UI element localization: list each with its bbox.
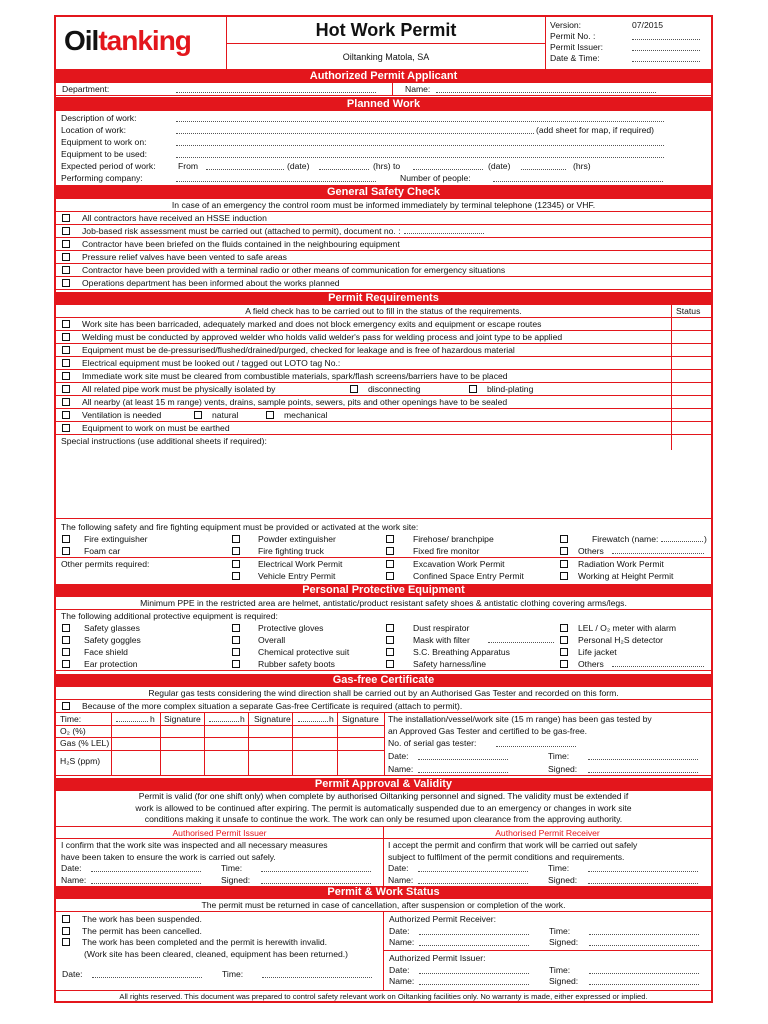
status-issuer-date-field[interactable] <box>419 966 529 974</box>
special-instructions-box[interactable] <box>56 435 711 519</box>
gas-time2-field[interactable] <box>588 752 698 760</box>
req-pipe-row[interactable] <box>56 383 711 396</box>
issuer-name-field[interactable] <box>91 876 201 884</box>
height-permit-label: Working at Height Permit <box>578 571 674 581</box>
issuer-date-field[interactable] <box>91 864 201 872</box>
permit-form <box>54 15 713 1003</box>
general-item-1[interactable] <box>56 225 711 238</box>
checkbox[interactable] <box>560 636 568 644</box>
fire-row-2 <box>56 545 711 558</box>
gas-date-field[interactable] <box>418 752 508 760</box>
general-item-label: Job-based risk assessment must be carried out (attached to permit), document no. : <box>82 226 401 236</box>
h-unit: h <box>150 714 155 724</box>
period-label: Expected period of work: <box>61 161 156 171</box>
gas-right-text-1: The installation/vessel/work site (15 m range) has been gas tested by <box>388 714 652 724</box>
gas-time-label: Time: <box>60 714 82 724</box>
issuer-text-2: have been taken to ensure the work is carried out safely. <box>61 851 276 862</box>
permits-row-2 <box>56 570 711 584</box>
gas-complex-label: Because of the more complex situation a separate Gas-free Certificate is required (attach to permit). <box>82 701 463 711</box>
checkbox[interactable] <box>62 253 70 261</box>
receiver-time-field[interactable] <box>588 864 698 872</box>
ppe-row-2 <box>56 646 711 658</box>
name-label: Name: <box>405 84 431 94</box>
gas-test-table <box>56 713 711 776</box>
logo-part-2: tanking <box>98 25 191 56</box>
to-hrs-field[interactable] <box>521 162 566 170</box>
general-item-label: Pressure relief valves have been vented to safe areas <box>82 252 287 262</box>
issuer-date-label: Date: <box>61 863 82 873</box>
general-safety-heading: General Safety Check <box>56 186 711 199</box>
checkbox[interactable] <box>560 624 568 632</box>
checkbox[interactable] <box>232 636 240 644</box>
receiver-time-label: Time: <box>548 863 570 873</box>
issuer-name-label: Name: <box>61 874 87 885</box>
blind-plating-label: blind-plating <box>487 384 534 394</box>
checkbox[interactable] <box>232 547 240 555</box>
gas-name-label: Name: <box>388 764 414 774</box>
checkbox[interactable] <box>232 624 240 632</box>
issuer-time-field[interactable] <box>261 864 371 872</box>
department-field[interactable] <box>176 85 376 93</box>
document-no-field[interactable] <box>404 226 484 234</box>
ppe-label: Mask with filter <box>413 635 470 645</box>
gas-certified-block <box>388 713 710 775</box>
ppe-label: S.C. Breathing Apparatus <box>413 647 510 657</box>
serial-field[interactable] <box>496 739 576 747</box>
version-label: Version: <box>550 20 582 30</box>
status-receiver-name-label: Name: <box>389 937 415 947</box>
receiver-heading: Authorised Permit Receiver <box>495 828 600 838</box>
ppe-label: Overall <box>258 635 286 645</box>
checkbox[interactable] <box>560 535 568 543</box>
receiver-signed-label: Signed: <box>548 874 578 885</box>
status-issuer-signed-field[interactable] <box>589 977 699 985</box>
status-label: The work has been completed and the permit is herewith invalid. <box>82 937 328 947</box>
checkbox[interactable] <box>62 240 70 248</box>
ppe-label: Protective gloves <box>258 623 324 633</box>
requirements-section <box>56 292 711 519</box>
status-issuer-label: Authorized Permit Issuer: <box>389 953 486 963</box>
checkbox[interactable] <box>560 572 568 580</box>
ppe-row-1 <box>56 634 711 646</box>
ppe-section <box>56 584 711 671</box>
status-receiver-time-label: Time: <box>549 925 571 936</box>
general-item-5[interactable] <box>56 277 711 290</box>
electrical-permit-label: Electrical Work Permit <box>258 559 343 569</box>
disconnecting-label: disconnecting <box>368 384 421 394</box>
checkbox[interactable] <box>62 915 70 923</box>
checkbox[interactable] <box>62 279 70 287</box>
people-label: Number of people: <box>400 173 471 183</box>
general-item-3[interactable] <box>56 251 711 264</box>
receiver-block <box>388 840 708 886</box>
checkbox[interactable] <box>386 624 394 632</box>
checkbox[interactable] <box>386 660 394 668</box>
checkbox[interactable] <box>62 927 70 935</box>
checkbox[interactable] <box>386 547 394 555</box>
ppe-label: Ear protection <box>84 659 138 669</box>
ppe-heading: Personal Protective Equipment <box>56 584 711 597</box>
approval-heading: Permit Approval & Validity <box>56 778 711 791</box>
page-subtitle: Oiltanking Matola, SA <box>342 52 430 62</box>
receiver-date-field[interactable] <box>418 864 528 872</box>
mechanical-checkbox[interactable] <box>266 411 274 419</box>
gas-date-label: Date: <box>388 751 409 761</box>
checkbox[interactable] <box>62 547 70 555</box>
status-receiver-date-label: Date: <box>389 925 410 936</box>
permit-issuer-label: Permit Issuer: <box>550 42 604 52</box>
department-label: Department: <box>62 84 110 94</box>
status-issuer-block <box>389 953 707 988</box>
general-item-label: All contractors have received an HSSE induction <box>82 213 267 223</box>
gas-signed-label: Signed: <box>548 764 578 774</box>
version-value: 07/2015 <box>632 20 664 30</box>
mechanical-label: mechanical <box>284 410 328 420</box>
req-item-label: Work site has been barricaded, adequately marked and does not block emergency exits and equipment or escape routes <box>82 319 542 329</box>
gas-time-2[interactable] <box>209 714 239 722</box>
radiation-permit-label: Radiation Work Permit <box>578 559 664 569</box>
gas-heading: Gas-free Certificate <box>56 674 711 687</box>
permit-meta <box>550 20 710 64</box>
serial-label: No. of serial gas tester: <box>388 738 477 748</box>
checkbox[interactable] <box>560 547 568 555</box>
ppe-label: Life jacket <box>578 647 617 657</box>
status-date-field[interactable] <box>92 970 202 978</box>
planned-work-heading: Planned Work <box>56 97 711 111</box>
vents-label: All nearby (at least 15 m range) vents, drains, sample points, sewers, pits and other openings have to be sealed <box>82 397 508 407</box>
gas-name-field[interactable] <box>418 765 508 773</box>
checkbox[interactable] <box>560 648 568 656</box>
checkbox[interactable] <box>62 424 70 432</box>
receiver-signed-field[interactable] <box>588 876 698 884</box>
h-unit: h <box>240 714 245 724</box>
ppe-label: Personal H₂S detector <box>578 635 664 645</box>
from-label: From <box>178 161 199 171</box>
checkbox[interactable] <box>62 227 70 235</box>
permit-no-field[interactable] <box>632 32 700 40</box>
issuer-signed-field[interactable] <box>261 876 371 884</box>
status-receiver-time-field[interactable] <box>589 927 699 935</box>
special-instructions-label: Special instructions (use additional sheets if required): <box>61 436 267 446</box>
natural-label: natural <box>212 410 239 420</box>
earthed-label: Equipment to work on must be earthed <box>82 423 230 433</box>
approval-section <box>56 778 711 887</box>
status-cancelled[interactable] <box>62 926 380 938</box>
date-time-field[interactable] <box>632 54 700 62</box>
to-date-field[interactable] <box>413 162 483 170</box>
ppe-row-3 <box>56 658 711 671</box>
firewatch-name-field[interactable] <box>661 534 703 542</box>
status-issuer-time-field[interactable] <box>589 966 699 974</box>
ppe-label: LEL / O₂ meter with alarm <box>578 623 677 633</box>
fire-others-label: Others <box>578 546 604 556</box>
location-field[interactable] <box>176 126 534 134</box>
firewatch-close: ) <box>704 534 707 544</box>
people-field[interactable] <box>493 174 663 182</box>
gas-signed-field[interactable] <box>588 765 698 773</box>
req-item-1[interactable] <box>56 331 711 344</box>
gas-right-text-2: an Approved Gas Tester and certified to be gas-free. <box>388 726 588 736</box>
checkbox[interactable] <box>560 560 568 568</box>
approval-notice <box>56 791 711 827</box>
from-date-label: (date) <box>287 161 310 171</box>
fire-others-field[interactable] <box>612 546 704 554</box>
ppe-label: Others <box>578 659 604 669</box>
req-item-2[interactable] <box>56 344 711 357</box>
status-label: The permit has been cancelled. <box>82 925 202 936</box>
name-field[interactable] <box>436 85 656 93</box>
status-issuer-name-field[interactable] <box>419 977 529 985</box>
status-issuer-date-label: Date: <box>389 964 410 975</box>
ppe-label: Safety harness/line <box>413 659 487 669</box>
req-earthed-row[interactable] <box>56 422 711 435</box>
signature-label: Signature <box>254 714 291 724</box>
checkbox[interactable] <box>62 636 70 644</box>
ppe-others-field[interactable] <box>612 659 704 667</box>
status-issuer-time-label: Time: <box>549 964 571 975</box>
req-item-label: Equipment must be de-pressurised/flushed/drained/purged, checked for leakage and is free of hazardous material <box>82 345 515 355</box>
applicant-row <box>56 83 711 96</box>
checkbox[interactable] <box>386 636 394 644</box>
checkbox[interactable] <box>232 535 240 543</box>
fire-row-1 <box>56 533 711 545</box>
req-ventilation-row[interactable] <box>56 409 711 422</box>
ppe-label: Safety glasses <box>84 623 140 633</box>
firehose-label: Firehose/ branchpipe <box>413 534 494 544</box>
status-cleared-note: (Work site has been cleared, cleaned, equipment has been returned.) <box>84 948 349 959</box>
fire-truck-label: Fire fighting truck <box>258 546 324 556</box>
planned-work-section <box>56 97 711 186</box>
req-item-label: Electrical equipment must be looked out / tagged out LOTO tag No.: <box>82 358 341 368</box>
signature-label: Signature <box>342 714 379 724</box>
firewatch-label: Firewatch (name: <box>592 534 659 544</box>
status-body <box>56 912 711 991</box>
ppe-label: Face shield <box>84 647 128 657</box>
gas-free-section <box>56 674 711 776</box>
checkbox[interactable] <box>62 648 70 656</box>
checkbox[interactable] <box>62 702 70 710</box>
excavation-permit-label: Excavation Work Permit <box>413 559 505 569</box>
h-unit: h <box>329 714 334 724</box>
approval-notice-3: conditions making it unsafe to continue the work. The work can only be resumed upon clearance from the approving authority. <box>144 814 623 824</box>
ppe-intro: The following additional protective equipment is required: <box>61 611 278 621</box>
logo-part-1: Oil <box>64 25 99 56</box>
status-receiver-signed-label: Signed: <box>549 937 579 947</box>
permit-issuer-field[interactable] <box>632 43 700 51</box>
checkbox[interactable] <box>62 359 70 367</box>
status-receiver-block <box>389 914 707 949</box>
req-item-4[interactable] <box>56 370 711 383</box>
checkbox[interactable] <box>62 535 70 543</box>
status-time-field[interactable] <box>262 970 372 978</box>
checkbox[interactable] <box>232 572 240 580</box>
confined-permit-label: Confined Space Entry Permit <box>413 571 524 581</box>
equipment-on-label: Equipment to work on: <box>61 137 147 147</box>
planned-work-fields <box>56 111 711 186</box>
equipment-on-field[interactable] <box>176 138 664 146</box>
date-time-label: Date & Time: <box>550 53 600 63</box>
req-item-3[interactable] <box>56 357 711 370</box>
disconnecting-checkbox[interactable] <box>350 385 358 393</box>
general-safety-notice: In case of an emergency the control room must be informed immediately by terminal telephone (12345) or VHF. <box>56 199 711 212</box>
general-safety-section <box>56 186 711 290</box>
status-date-label: Date: <box>62 969 83 979</box>
status-receiver-name-field[interactable] <box>419 938 529 946</box>
general-item-4[interactable] <box>56 264 711 277</box>
checkbox[interactable] <box>62 624 70 632</box>
h2s-label: H₂S (ppm) <box>60 756 101 766</box>
status-label: The work has been suspended. <box>82 914 202 924</box>
checkbox[interactable] <box>62 398 70 406</box>
gas-complex-row[interactable] <box>56 700 711 713</box>
checkbox[interactable] <box>62 938 70 946</box>
req-vents-row[interactable] <box>56 396 711 409</box>
general-item-2[interactable] <box>56 238 711 251</box>
status-time-label: Time: <box>222 969 244 979</box>
o2-label: O₂ (%) <box>60 726 86 736</box>
from-date-field[interactable] <box>206 162 284 170</box>
ppe-label: Rubber safety boots <box>258 659 335 669</box>
status-suspended[interactable] <box>62 914 380 926</box>
form-header <box>56 17 711 70</box>
approval-signatures <box>56 839 711 887</box>
checkbox[interactable] <box>62 320 70 328</box>
vehicle-permit-label: Vehicle Entry Permit <box>258 571 336 581</box>
status-section <box>56 886 711 991</box>
fire-intro: The following safety and fire fighting equipment must be provided or activated at the work site: <box>61 522 419 532</box>
natural-checkbox[interactable] <box>194 411 202 419</box>
fire-extinguisher-label: Fire extinguisher <box>84 534 148 544</box>
checkbox[interactable] <box>62 266 70 274</box>
checkbox[interactable] <box>560 660 568 668</box>
lel-label: Gas (% LEL) <box>60 738 110 748</box>
fire-monitor-label: Fixed fire monitor <box>413 546 480 556</box>
receiver-text-1: I accept the permit and confirm that work will be carried out safely <box>388 840 638 850</box>
approval-notice-1: Permit is valid (for one shift only) when complete by authorised Oiltanking personnel and signed. The validity must be extended if <box>138 791 629 801</box>
hrs-to-label: (hrs) to <box>373 161 401 171</box>
receiver-date-label: Date: <box>388 863 409 873</box>
status-notice: The permit must be returned in case of cancellation, after suspension or completion of the work. <box>56 899 711 912</box>
footer-disclaimer: All rights reserved. This document was prepared to control safety relevant work on Oiltanking facilities only. No warranty is made, either expressed or implied. <box>119 992 648 1001</box>
gas-time-3[interactable] <box>298 714 328 722</box>
checkbox[interactable] <box>62 385 70 393</box>
checkbox[interactable] <box>232 660 240 668</box>
pipe-label: All related pipe work must be physically isolated by <box>82 384 276 394</box>
status-header: Status <box>676 306 701 316</box>
general-item-label: Contractor have been provided with a terminal radio or other means of communication for emergency situations <box>82 265 506 275</box>
requirements-notice: A field check has to be carried out to fill in the status of the requirements. <box>245 306 522 316</box>
checkbox[interactable] <box>232 560 240 568</box>
applicant-section <box>56 70 711 96</box>
status-options <box>62 914 380 981</box>
checkbox[interactable] <box>386 560 394 568</box>
from-hrs-field[interactable] <box>319 162 369 170</box>
checkbox[interactable] <box>62 214 70 222</box>
permit-no-label: Permit No. : <box>550 31 596 41</box>
checkbox[interactable] <box>62 411 70 419</box>
status-receiver-date-field[interactable] <box>419 927 529 935</box>
checkbox[interactable] <box>62 372 70 380</box>
checkbox[interactable] <box>62 346 70 354</box>
requirements-notice-row <box>56 305 711 318</box>
blind-plating-checkbox[interactable] <box>469 385 477 393</box>
req-item-label: Welding must be conducted by approved welder who holds valid welder's pass for welding process and joint type to be applied <box>82 332 563 342</box>
issuer-signed-label: Signed: <box>221 874 251 885</box>
signature-label: Signature <box>164 714 201 724</box>
company-label: Performing company: <box>61 173 143 183</box>
permits-row-1 <box>56 558 711 570</box>
status-completed[interactable] <box>62 937 380 949</box>
foam-car-label: Foam car <box>84 546 121 556</box>
checkbox[interactable] <box>62 333 70 341</box>
general-item-0[interactable] <box>56 212 711 225</box>
status-issuer-signed-label: Signed: <box>549 976 579 986</box>
status-heading: Permit & Work Status <box>56 886 711 899</box>
receiver-name-label: Name: <box>388 874 414 885</box>
gas-time-1[interactable] <box>116 714 148 722</box>
approval-sub-headings <box>56 827 711 839</box>
company-logo <box>64 25 191 57</box>
receiver-name-field[interactable] <box>418 876 528 884</box>
ppe-label: Chemical protective suit <box>258 647 350 657</box>
powder-extinguisher-label: Powder extinguisher <box>258 534 336 544</box>
checkbox[interactable] <box>232 648 240 656</box>
gas-notice: Regular gas tests considering the wind direction shall be carried out by an Authorised Gas Tester and recorded on this form. <box>56 687 711 700</box>
equipment-used-label: Equipment to be used: <box>61 149 147 159</box>
ppe-row-0 <box>56 622 711 634</box>
applicant-heading: Authorized Permit Applicant <box>56 70 711 83</box>
status-issuer-name-label: Name: <box>389 976 415 986</box>
issuer-text-1: I confirm that the work site was inspected and all necessary measures <box>61 840 328 850</box>
requirements-heading: Permit Requirements <box>56 292 711 305</box>
issuer-heading: Authorised Permit Issuer <box>172 828 267 838</box>
status-receiver-signed-field[interactable] <box>589 938 699 946</box>
equipment-used-field[interactable] <box>176 150 664 158</box>
ppe-label: Dust respirator <box>413 623 470 633</box>
status-receiver-label: Authorized Permit Receiver: <box>389 914 496 924</box>
req-item-label: Immediate work site must be cleared from combustible materials, spark/flash screens/barriers have to be placed <box>82 371 508 381</box>
checkbox[interactable] <box>386 535 394 543</box>
company-field[interactable] <box>176 174 376 182</box>
general-item-label: Contractor have been briefed on the fluids contained in the neighbouring equipment <box>82 239 400 249</box>
location-label: Location of work: <box>61 125 126 135</box>
checkbox[interactable] <box>386 648 394 656</box>
req-item-0[interactable] <box>56 318 711 331</box>
filter-field[interactable] <box>488 635 554 643</box>
general-item-label: Operations department has been informed about the works planned <box>82 278 340 288</box>
ppe-label: Safety goggles <box>84 635 141 645</box>
approval-notice-2: work is allowed to be continued after expiring. The permit is automatically suspended due to an emergency or changes in work site <box>135 802 632 813</box>
checkbox[interactable] <box>386 572 394 580</box>
gas-time2-label: Time: <box>548 751 570 761</box>
to-date-label: (date) <box>488 161 511 171</box>
location-note: (add sheet for map, if required) <box>536 125 654 135</box>
fire-equipment-section <box>56 521 711 584</box>
issuer-time-label: Time: <box>221 863 243 873</box>
to-hrs-label: (hrs) <box>573 161 591 171</box>
other-permits-label: Other permits required: <box>61 559 150 569</box>
description-field[interactable] <box>176 114 664 122</box>
checkbox[interactable] <box>62 660 70 668</box>
page-title: Hot Work Permit <box>227 17 545 44</box>
issuer-block <box>61 840 379 886</box>
ppe-notice: Minimum PPE in the restricted area are helmet, antistatic/product resistant safety shoes & antistatic clothing covering arms/legs. <box>56 597 711 610</box>
description-label: Description of work: <box>61 113 137 123</box>
ventilation-label: Ventilation is needed <box>82 410 162 420</box>
receiver-text-2: subject to fulfilment of the permit conditions and requirements. <box>388 851 625 862</box>
